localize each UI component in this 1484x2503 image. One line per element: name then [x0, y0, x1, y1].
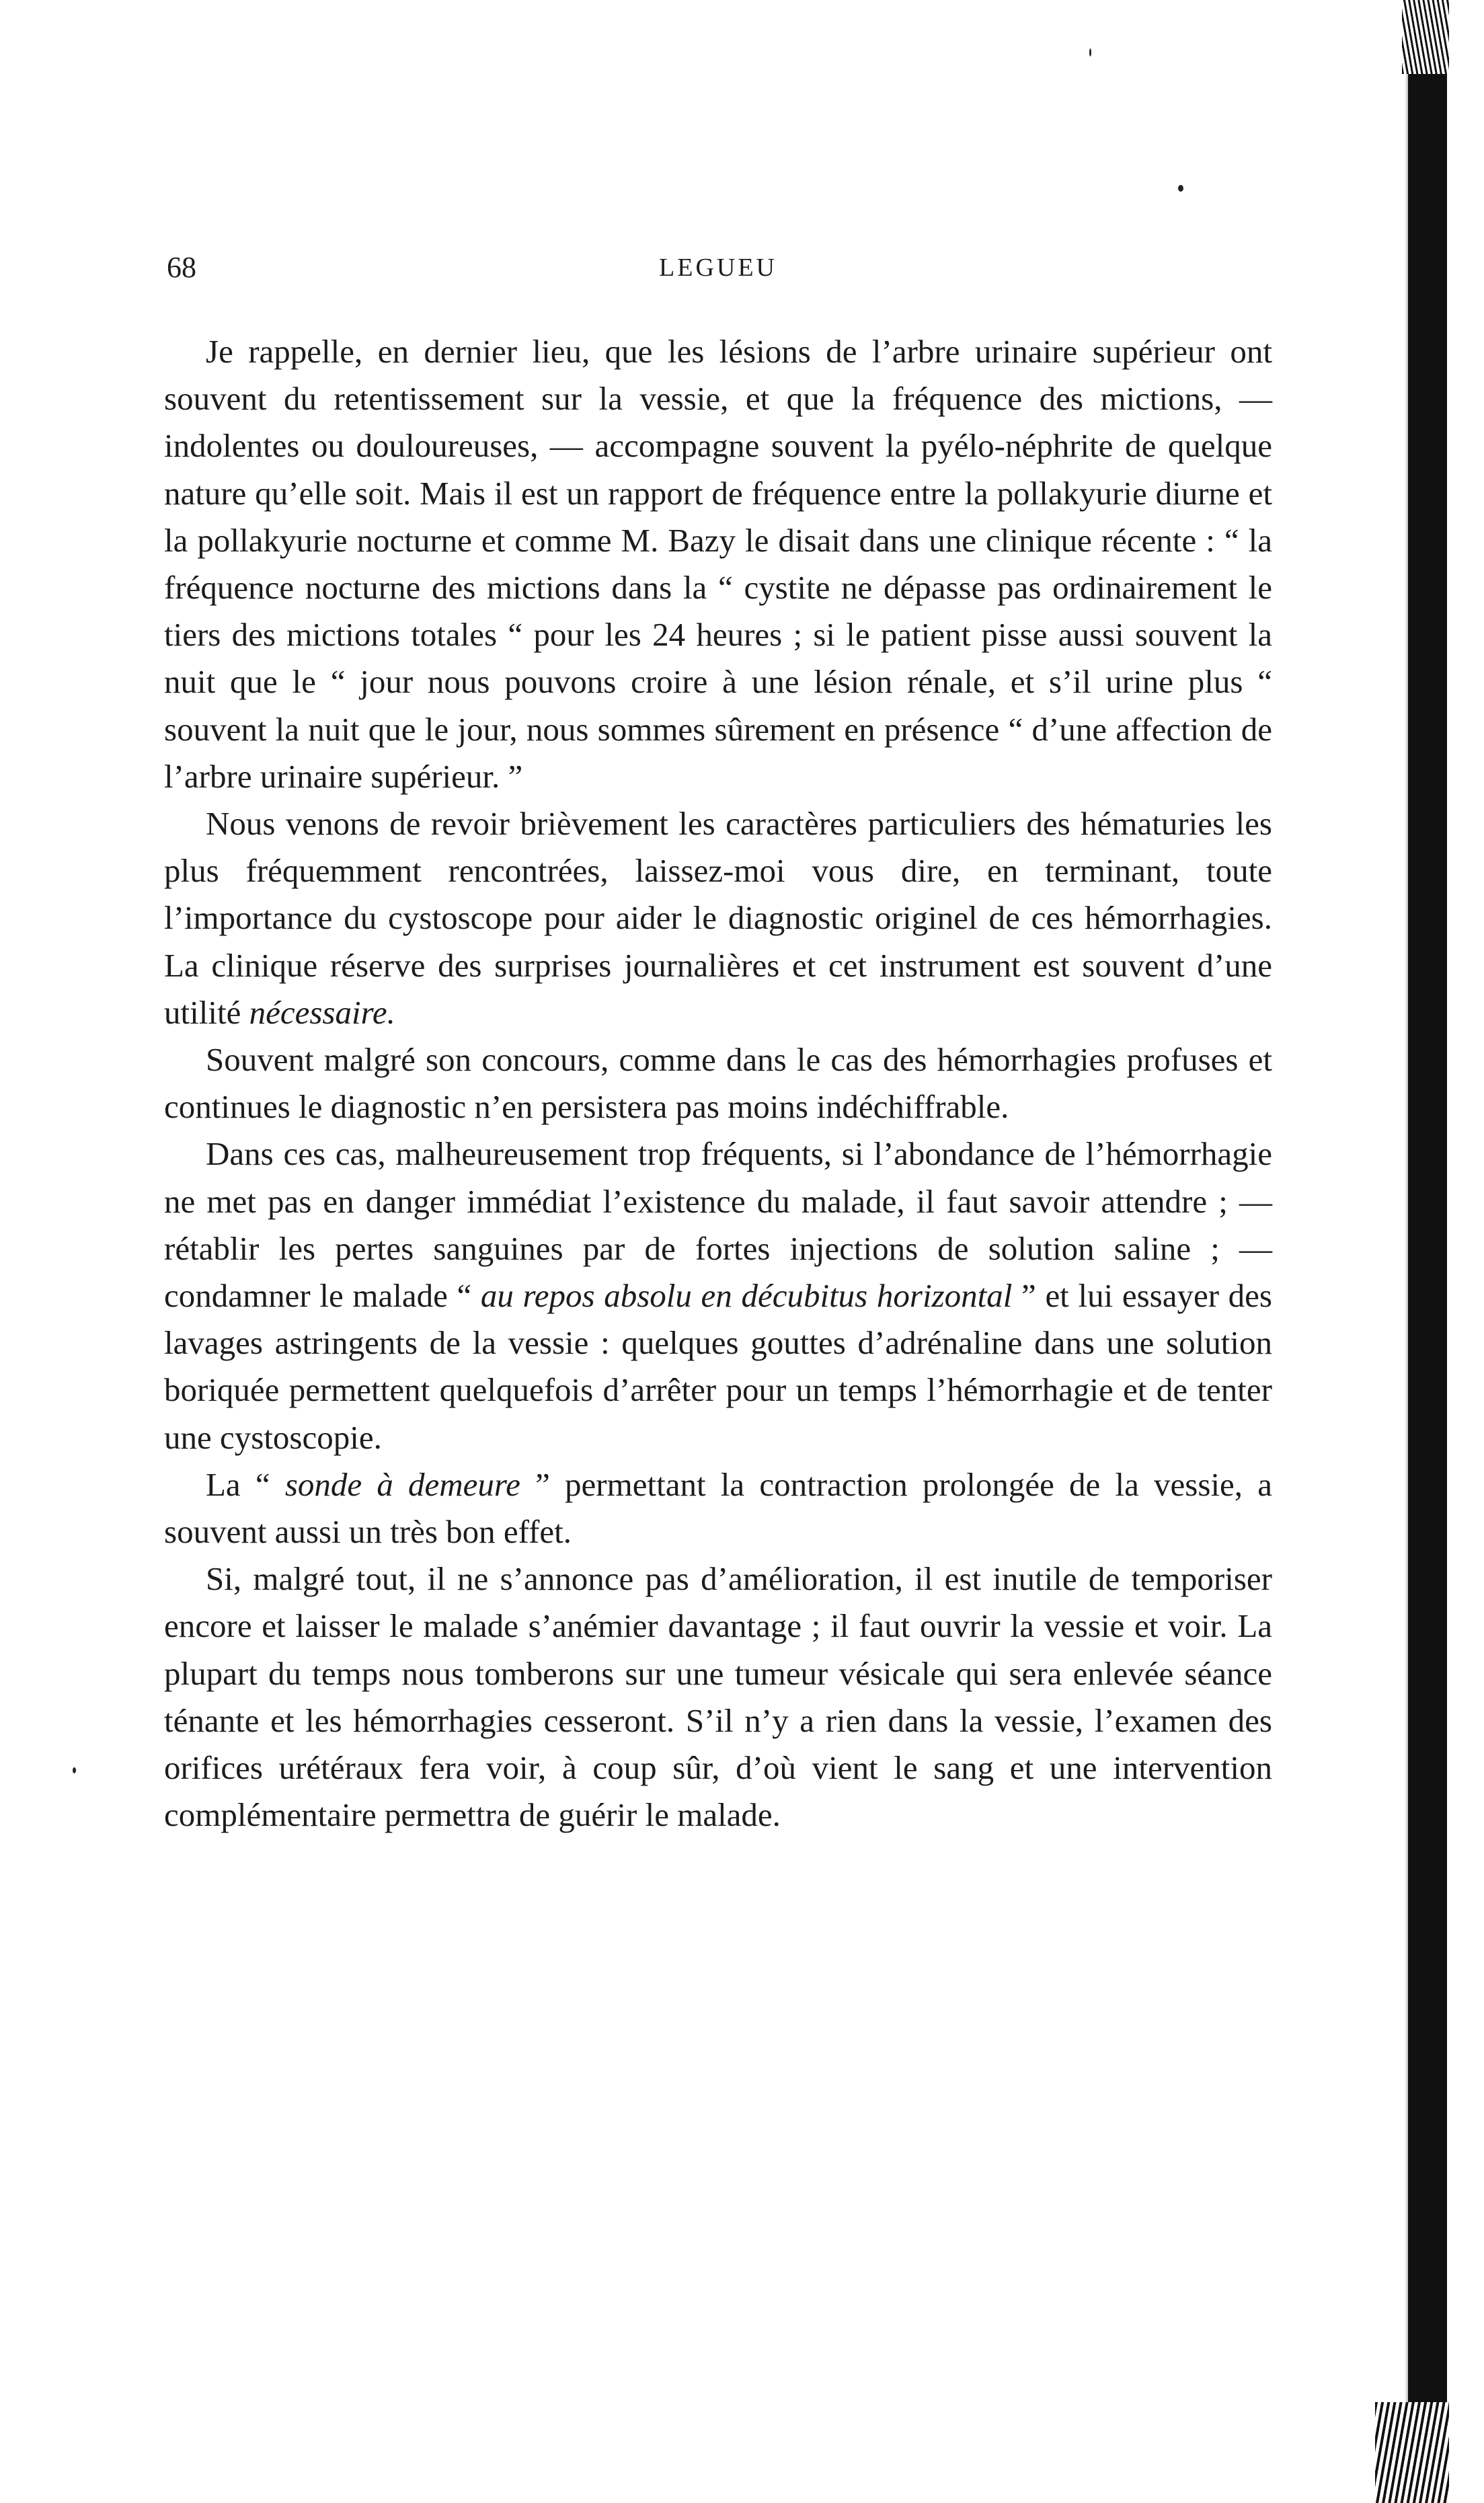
body-text: [164, 328, 1272, 1839]
paragraph-text: Si, malgré tout, il ne s’annonce pas d’amélioration, il est inutile de temporiser encore et laisser le malade s’anémier davantage ; il faut ouvrir la vessie et voir. La plupart du temps nous tomberons sur une tumeur vésicale qui sera enlevée séance ténante et les hémorrhagies cesseront. S’il n’y a rien dans la vessie, l’examen des orifices urétéraux fera voir, à coup sûr, d’où vient le sang et une intervention complémentaire permettra de guérir le malade.: [164, 1560, 1272, 1834]
italic-text: au repos absolu en décubitus horizontal: [480, 1277, 1013, 1315]
binding-edge-bottom: [1375, 2402, 1449, 2503]
ink-speck: [73, 1767, 76, 1773]
paragraph-text: ” permettant la contraction prolongée de la vessie, a souvent aussi un très bon effet.: [164, 1465, 1272, 1551]
paragraph-text: La “: [206, 1465, 285, 1503]
ink-speck: [1089, 48, 1091, 56]
italic-text: nécessaire.: [249, 993, 395, 1031]
paragraph: [164, 1130, 1272, 1461]
paragraph: [164, 800, 1272, 1036]
paragraph: [164, 1036, 1272, 1130]
paragraph: [164, 1461, 1272, 1555]
paragraph-text: Je rappelle, en dernier lieu, que les lésions de l’arbre urinaire supérieur ont souvent du retentissement sur la vessie, et que la fréquence des mictions, — indolentes ou douloureuses, — accompagne souvent la pyélo-néphrite de quelque nature qu’elle soit. Mais il est un rapport de fréquence entre la pollakyurie diurne et la pollakyurie nocturne et comme M. Bazy le disait dans une clinique récente : “ la fréquence nocturne des mictions dans la “ cystite ne dépasse pas ordinairement le tiers des mictions totales “ pour les 24 heures ; si le patient pisse aussi souvent la nuit que le “ jour nous pouvons croire à une lésion rénale, et s’il urine plus “ souvent la nuit que le jour, nous sommes sûrement en présence “ d’une affection de l’arbre urinaire supérieur. ”: [164, 333, 1272, 795]
page-header: [167, 247, 1270, 288]
running-head: LEGUEU: [659, 254, 777, 282]
binding-edge: [1408, 0, 1447, 2503]
paragraph: [164, 328, 1272, 800]
ink-speck: [1178, 185, 1183, 192]
paragraph: [164, 1555, 1272, 1839]
paragraph-text: Souvent malgré son concours, comme dans le cas des hémorrhagies profuses et continues le diagnostic n’en persistera pas moins indéchiffrable.: [164, 1041, 1272, 1126]
paragraph-text: Dans ces cas, malheureusement trop fréquents, si l’abondance de l’hémorrhagie ne met pas en danger immédiat l’existence du malade, il faut savoir attendre ; — rétablir les pertes sanguines par de fortes injections de solution saline ; — condamner le malade “: [164, 1135, 1272, 1315]
paragraph-text: ” et lui essayer des lavages astringents de la vessie : quelques gouttes d’adrénaline dans une solution boriquée permettent quelquefois d’arrêter pour un temps l’hémorrhagie et de tenter une cystoscopie.: [164, 1277, 1272, 1456]
paragraph-text: Nous venons de revoir brièvement les caractères particuliers des hématuries les plus fréquemment rencontrées, laissez-moi vous dire, en terminant, toute l’importance du cystoscope pour aider le diagnostic originel de ces hémorrhagies. La clinique réserve des surprises journalières et cet instrument est souvent d’une utilité: [164, 805, 1272, 1031]
page-number: 68: [167, 251, 196, 284]
binding-edge-top: [1402, 0, 1449, 74]
italic-text: sonde à demeure: [284, 1465, 520, 1503]
